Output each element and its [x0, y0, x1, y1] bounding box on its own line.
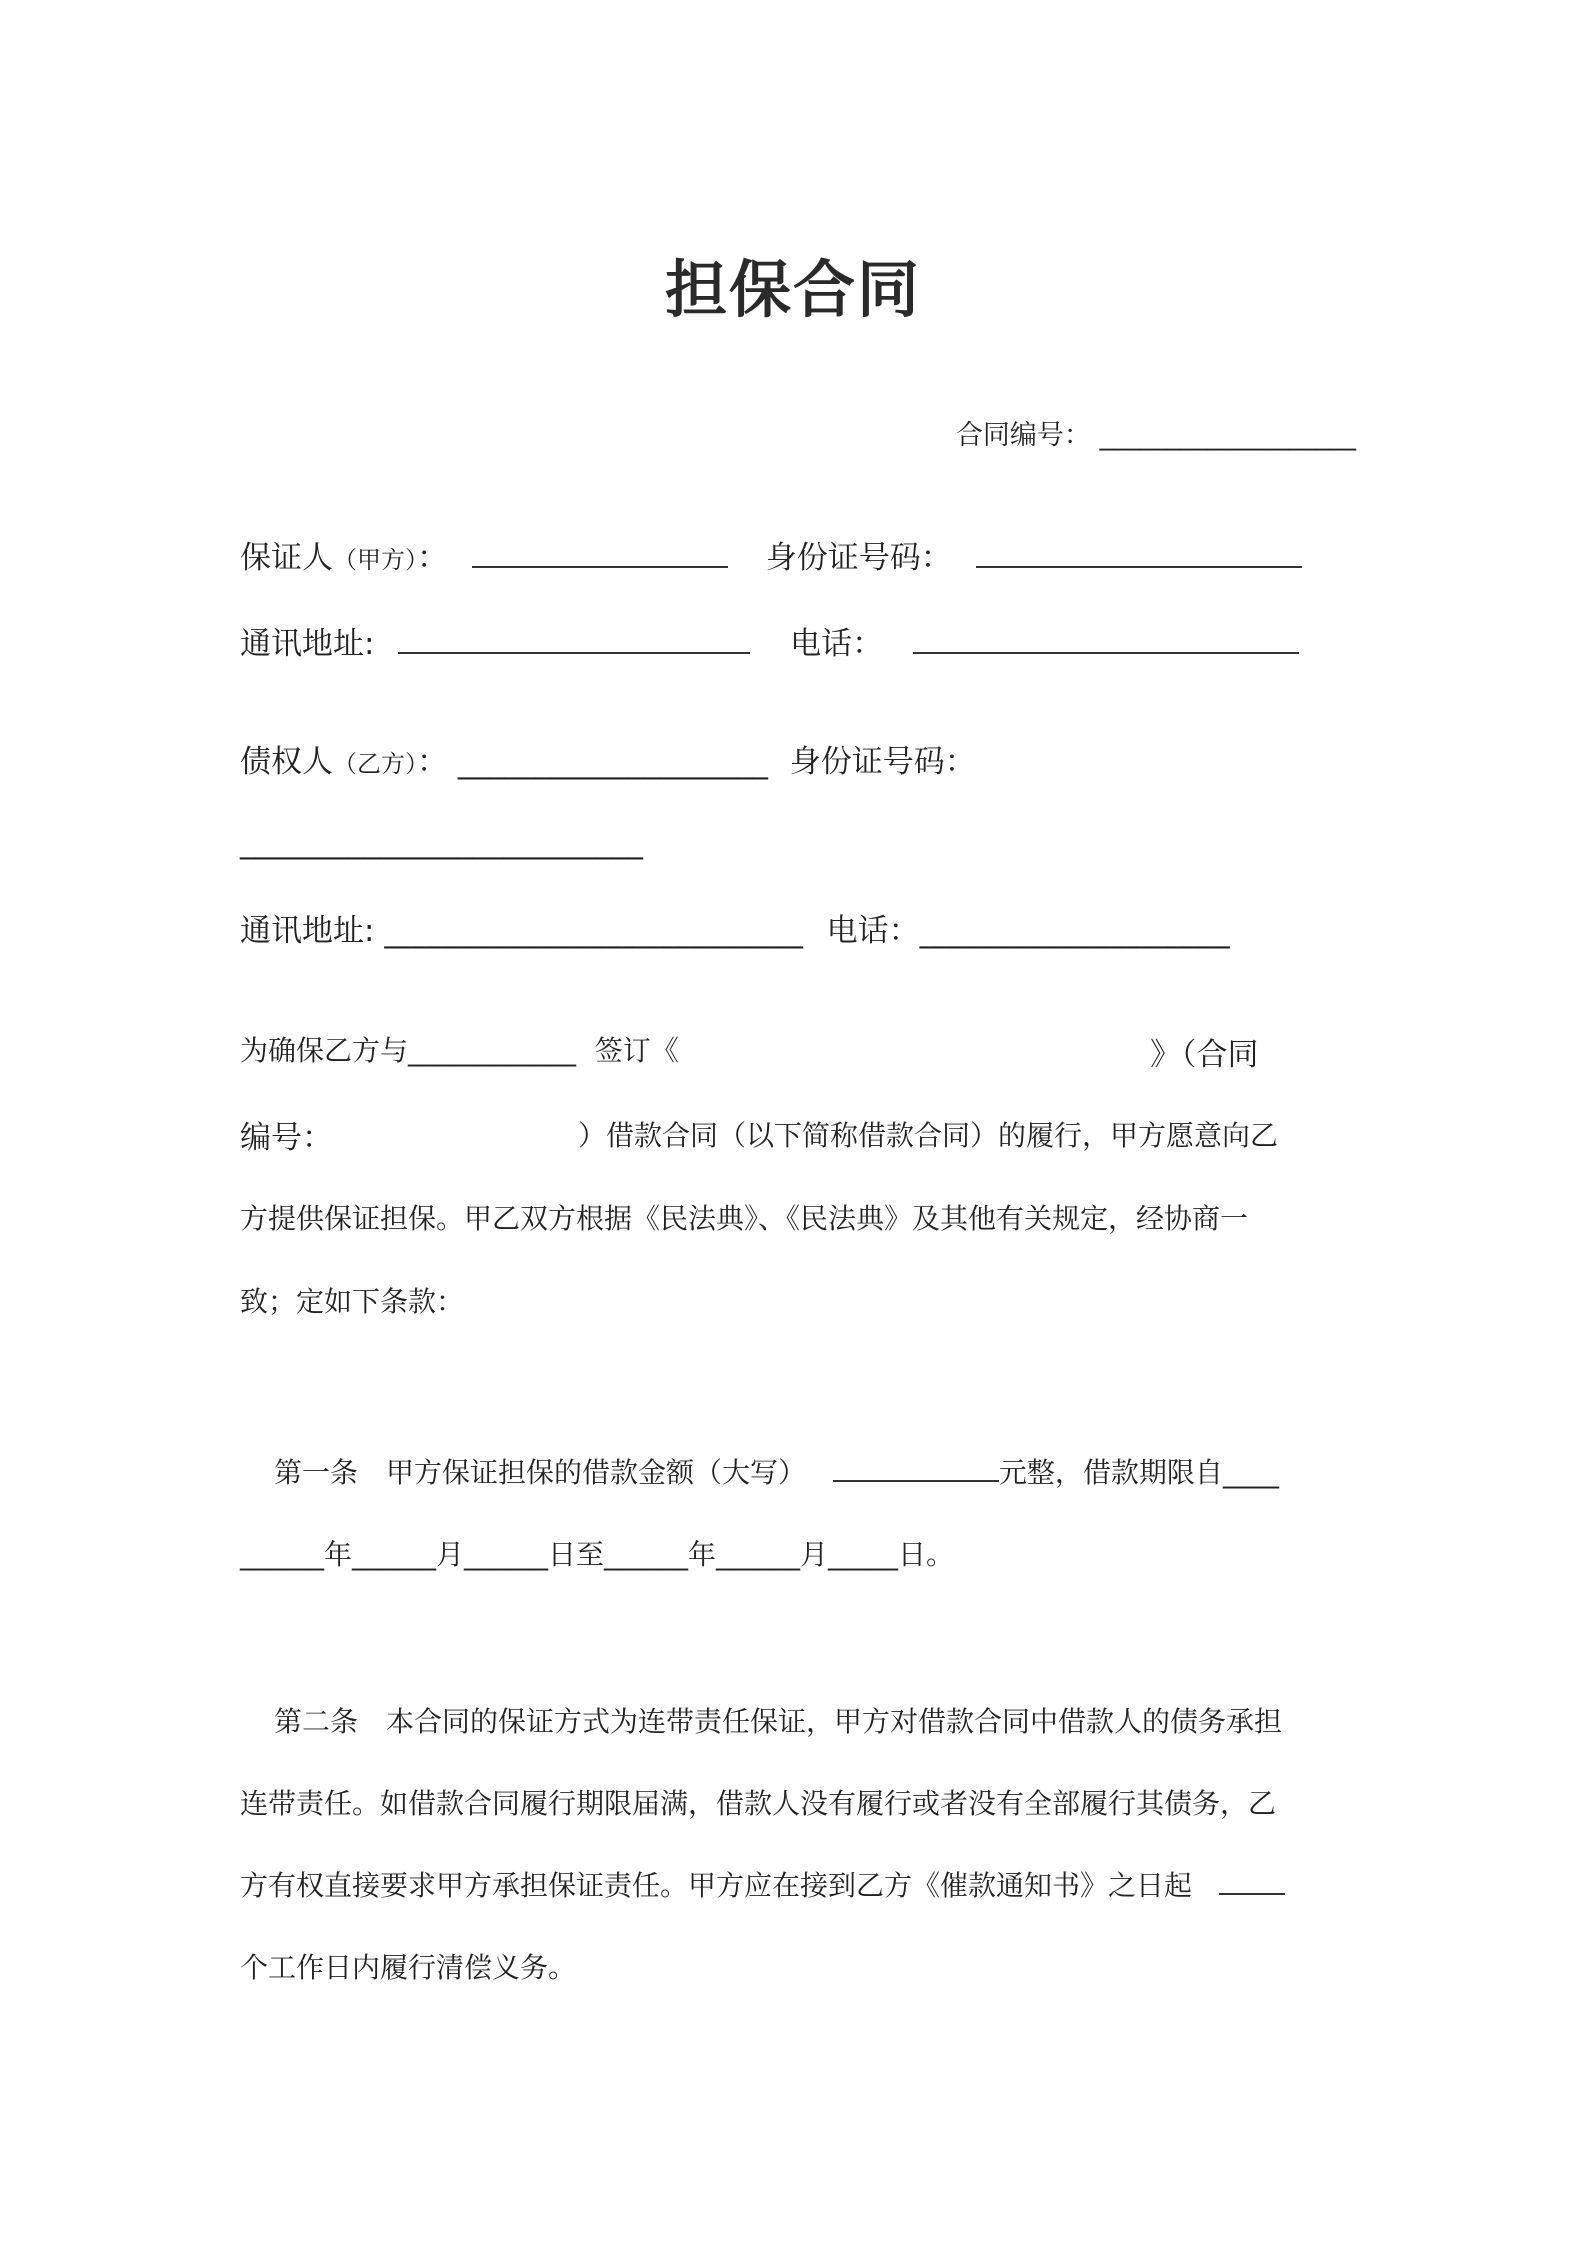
article-2-line-4: 个工作日内履行清偿义务。: [240, 1951, 577, 1984]
contract-number-field[interactable]: ___________________: [1099, 420, 1356, 451]
preamble-line-4: 致；定如下条款：: [240, 1285, 465, 1318]
article-1-text-a: 第一条 甲方保证担保的借款金额（大写）: [274, 1456, 807, 1489]
guarantor-address-label: 通讯地址:: [240, 626, 375, 662]
article-2-line-2: 连带责任。如借款合同履行期限届满，借款人没有履行或者没有全部履行其债务，乙: [240, 1787, 1277, 1820]
article-1-line-2: ______年______月______日至______年______月_____日。: [240, 1538, 955, 1571]
guarantor-address-field[interactable]: [398, 622, 750, 654]
guarantor-name-line: [240, 532, 1302, 577]
preamble-party-field[interactable]: ____________: [408, 1034, 577, 1067]
working-days-field[interactable]: [1219, 1867, 1285, 1895]
guarantor-colon: ：: [417, 540, 448, 576]
guarantor-label: 保证人: [240, 540, 333, 576]
contract-number-line: [956, 413, 1356, 452]
creditor-address-label: 通讯地址:: [240, 913, 375, 949]
creditor-id-line: [240, 824, 643, 860]
article-1-text-b: 元整，借款期限自: [998, 1456, 1223, 1489]
guarantor-id-field[interactable]: [976, 536, 1302, 568]
preamble-contract-tail: 》（合同: [1150, 1037, 1259, 1073]
article-2-line-1: 第二条 本合同的保证方式为连带责任保证，甲方对借款合同中借款人的债务承担: [274, 1705, 1283, 1738]
creditor-name-line: [240, 736, 976, 781]
contract-number-label: 合同编号：: [955, 420, 1091, 451]
creditor-address-line: [240, 905, 1230, 950]
creditor-party-label: （乙方）: [333, 750, 417, 778]
creditor-label: 债权人: [240, 744, 333, 780]
creditor-id-label: 身份证号码：: [789, 744, 976, 780]
guarantor-phone-label: 电话：: [790, 626, 884, 662]
preamble-line-2: ）借款合同（以下简称借款合同）的履行，甲方愿意向乙: [578, 1119, 1279, 1152]
preamble-line-2-label: 编号：: [240, 1120, 333, 1156]
guarantor-id-label: 身份证号码：: [765, 540, 952, 576]
article-2-text: 方有权直接要求甲方承担保证责任。甲方应在接到乙方《催款通知书》之日起: [240, 1869, 1193, 1902]
guarantor-name-field[interactable]: [472, 536, 728, 568]
creditor-phone-field[interactable]: ____________________: [919, 913, 1230, 949]
guarantor-phone-field[interactable]: [913, 622, 1299, 654]
creditor-id-field[interactable]: __________________________: [240, 824, 643, 860]
preamble-text-a: 为确保乙方与: [240, 1034, 409, 1067]
loan-period-start-field[interactable]: ____: [1222, 1456, 1279, 1489]
creditor-address-field[interactable]: ___________________________: [384, 913, 803, 949]
loan-amount-field[interactable]: [833, 1454, 999, 1482]
article-1-line-1: [274, 1451, 1279, 1491]
creditor-colon: ：: [417, 744, 448, 780]
creditor-name-field[interactable]: ____________________: [457, 744, 768, 780]
page-title: 担保合同: [664, 253, 921, 326]
preamble-line-1: [240, 1029, 679, 1069]
guarantor-party-label: （甲方）: [333, 546, 417, 574]
article-2-line-3: [240, 1864, 1285, 1904]
creditor-phone-label: 电话：: [826, 913, 920, 949]
preamble-text-b: 签订《: [594, 1034, 679, 1067]
preamble-line-3: 方提供保证担保。甲乙双方根据《民法典》、《民法典》及其他有关规定，经协商一: [240, 1202, 1249, 1235]
guarantor-address-line: [240, 618, 1299, 663]
